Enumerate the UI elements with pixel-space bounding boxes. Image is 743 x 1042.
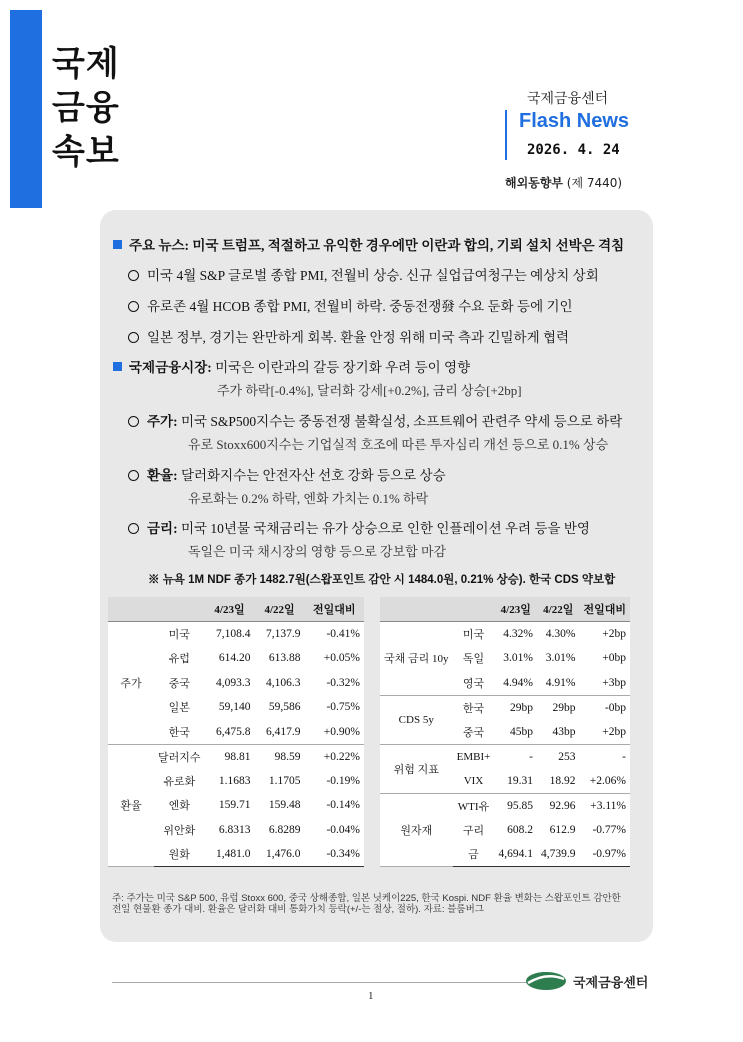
table-cell: 4.94% — [503, 676, 533, 689]
table-cell: 4.32% — [503, 628, 533, 640]
table-cell: 43bp — [552, 725, 576, 738]
ndf-note: ※ 뉴욕 1M NDF 종가 1482.7원(스왑포인트 감안 시 1484.0원, 0.21% 상승). 한국 CDS 약보합 — [148, 574, 616, 586]
table-cell: 3.01% — [545, 652, 576, 665]
table-cell: -0.77% — [592, 823, 626, 836]
table-cell: 614.20 — [218, 652, 251, 665]
stock-sub: 유로 Stoxx600지수는 기업실적 호조에 따른 투자심리 개선 등으로 0.1% 상승 — [188, 437, 609, 452]
table-cell: 18.92 — [549, 774, 576, 787]
fx-line — [128, 464, 446, 484]
news-item-text: 유로존 4월 HCOB 종합 PMI, 전월비 하락. 중동전쟁發 수요 둔화 등에 기인 — [147, 299, 573, 314]
table-header — [380, 597, 453, 622]
table-cell: -0.97% — [579, 842, 630, 867]
row-label: WTI유 — [453, 793, 495, 818]
cover-title-line3: 속보 — [52, 132, 120, 172]
table-cell: -0.14% — [326, 799, 360, 812]
row-label: 독일 — [462, 653, 485, 666]
table-cell: 1,481.0 — [205, 842, 255, 867]
row-label: VIX — [463, 774, 484, 787]
row-label: 구리 — [462, 824, 485, 837]
table-cell: 29bp — [494, 695, 537, 720]
row-label: 영국 — [462, 677, 485, 690]
bullet-square-icon — [113, 362, 122, 371]
news-item-1 — [128, 264, 599, 284]
table-cell: 1.1705 — [268, 774, 301, 787]
table-cell: 1,476.0 — [255, 842, 305, 867]
rate-line — [128, 517, 590, 537]
market-summary-line — [113, 356, 470, 376]
table-cell: 4,694.1 — [494, 842, 537, 867]
header-divider — [505, 110, 507, 160]
table-cell: 92.96 — [537, 793, 580, 818]
table-cell: -0.04% — [326, 823, 360, 836]
row-label: 중국 — [462, 726, 485, 739]
table-cell: -0bp — [579, 695, 630, 720]
news-item-2 — [128, 295, 573, 315]
table-cell: +0.05% — [323, 652, 360, 665]
table-header — [154, 597, 205, 622]
table-cell: 608.2 — [507, 823, 533, 836]
table-cell: 159.71 — [218, 799, 251, 812]
row-label: 중국 — [168, 677, 190, 690]
cover-accent-bar — [10, 10, 42, 208]
table-cell: 59,586 — [268, 701, 301, 714]
row-label: 위안화 — [163, 824, 196, 837]
bullet-circle-icon — [128, 301, 139, 312]
row-group-label: 주가 — [108, 622, 154, 745]
table-row — [380, 744, 630, 769]
main-news-line — [113, 234, 624, 254]
stock-label: 주가: — [147, 414, 178, 429]
market-sub: 주가 하락[-0.4%], 달러화 강세[+0.2%], 금리 상승[+2bp] — [217, 383, 522, 398]
table-row — [380, 695, 630, 720]
row-label: 한국 — [168, 726, 190, 739]
rate-sub: 독일은 미국 채시장의 영향 등으로 강보합 마감 — [188, 544, 447, 559]
cover-title-line2: 금융 — [52, 88, 120, 128]
table-cell: +0.22% — [305, 744, 364, 769]
bullet-circle-icon — [128, 523, 139, 534]
bullet-circle-icon — [128, 470, 139, 481]
table-cell: 45bp — [509, 725, 533, 738]
main-news-text: 미국 트럼프, 적절하고 유익한 경우에만 이란과 합의, 기뢰 설치 선박은 격침 — [192, 238, 625, 253]
issue-number: (제 7440) — [566, 176, 623, 190]
flash-news-title: Flash News — [519, 110, 630, 132]
row-label: 일본 — [168, 702, 190, 715]
table-cell: +0bp — [602, 652, 626, 665]
row-label: 달러지수 — [154, 744, 205, 769]
center-logo-icon — [524, 970, 568, 992]
news-item-text: 일본 정부, 경기는 완만하게 회복. 환율 안정 위해 미국 측과 긴밀하게 협력 — [147, 330, 570, 345]
main-news-label: 주요 뉴스: — [129, 238, 190, 253]
table-header: 4/23일 — [494, 597, 537, 622]
table-cell: 7,137.9 — [266, 628, 301, 640]
table-cell: +2bp — [602, 628, 626, 640]
bullet-circle-icon — [128, 270, 139, 281]
table-cell: 95.85 — [494, 793, 537, 818]
table-cell: +3bp — [602, 676, 626, 689]
row-label: 원화 — [154, 842, 205, 867]
footnote: 주: 주가는 미국 S&P 500, 유럽 Stoxx 600, 중국 상해종합, 일본 닛케이225, 한국 Kospi. NDF 환율 변화는 스왑포인트 감안한 전일 현물환 종가 대비. 환율은 달러화 대비 통화가치 등락(+/-는 절상, 절하). 자료: 블룸버그 — [112, 893, 621, 915]
table-cell: 159.48 — [268, 799, 301, 812]
news-item-text: 미국 4월 S&P 글로벌 종합 PMI, 전월비 상승. 신규 실업급여청구는 예상치 상회 — [147, 268, 599, 283]
table-header — [453, 597, 495, 622]
table-row — [108, 744, 364, 769]
row-group-label: 환율 — [108, 744, 154, 867]
table-cell: 4.91% — [545, 676, 576, 689]
table-cell: 98.59 — [255, 744, 305, 769]
market-table-left — [108, 597, 364, 867]
bullet-circle-icon — [128, 332, 139, 343]
rate-text: 미국 10년물 국채금리는 유가 상승으로 인한 인플레이션 우려 등을 반영 — [180, 521, 590, 536]
table-cell: 4,093.3 — [216, 676, 251, 689]
issue-dept — [505, 174, 622, 191]
row-label: 엔화 — [168, 800, 190, 813]
table-cell: 613.88 — [268, 652, 301, 665]
row-group-label: 원자재 — [380, 793, 453, 867]
table-row — [108, 622, 364, 647]
table-cell: +2bp — [602, 725, 626, 738]
table-cell: +3.11% — [579, 793, 630, 818]
row-label: EMBI+ — [453, 744, 495, 769]
table-cell: -0.32% — [326, 676, 360, 689]
table-cell: 6,475.8 — [216, 725, 251, 738]
news-item-3 — [128, 326, 569, 346]
table-header: 4/22일 — [537, 597, 580, 622]
row-group-label: 국채 금리 10y — [380, 622, 453, 696]
table-cell: 4.30% — [545, 628, 576, 640]
table-cell: +2.06% — [589, 774, 626, 787]
table-header: 4/22일 — [255, 597, 305, 622]
table-cell: 4,106.3 — [266, 676, 301, 689]
table-cell: 1.1683 — [218, 774, 251, 787]
row-label: 금 — [453, 842, 495, 867]
cover-title — [52, 42, 120, 174]
row-label: 유로화 — [163, 775, 196, 788]
table-header: 4/23일 — [205, 597, 255, 622]
dept-name: 해외동향부 — [505, 176, 563, 190]
header-org: 국제금융센터 — [527, 91, 609, 107]
table-cell: +0.90% — [323, 725, 360, 738]
row-label: 미국 — [462, 629, 485, 641]
row-label: 미국 — [168, 629, 190, 641]
row-group-label: CDS 5y — [380, 695, 453, 744]
table-cell: 4,739.9 — [537, 842, 580, 867]
table-cell: 6.8313 — [218, 823, 251, 836]
fx-text: 달러화지수는 안전자산 선호 강화 등으로 상승 — [180, 468, 446, 483]
row-group-label: 위험 지표 — [380, 744, 453, 793]
issue-date: 2026. 4. 24 — [527, 142, 620, 158]
table-cell: -0.41% — [326, 628, 360, 640]
table-cell: 612.9 — [549, 823, 576, 836]
table-cell: 3.01% — [503, 652, 533, 665]
market-label: 국제금융시장: — [129, 360, 212, 375]
table-cell: 6,417.9 — [266, 725, 301, 738]
table-cell: -0.75% — [326, 701, 360, 714]
rate-label: 금리: — [147, 521, 178, 536]
row-label: 한국 — [453, 695, 495, 720]
table-cell: -0.34% — [305, 842, 364, 867]
table-cell: 29bp — [537, 695, 580, 720]
table-cell: 6.8289 — [268, 823, 301, 836]
table-row — [380, 793, 630, 818]
bullet-square-icon — [113, 240, 122, 249]
market-text: 미국은 이란과의 갈등 장기화 우려 등이 영향 — [215, 360, 471, 375]
table-cell: - — [579, 744, 630, 769]
table-cell: 19.31 — [507, 774, 533, 787]
footer-org: 국제금융센터 — [573, 976, 649, 991]
page-number: 1 — [368, 990, 374, 1002]
fx-sub: 유로화는 0.2% 하락, 엔화 가치는 0.1% 하락 — [188, 491, 429, 506]
table-cell: 7,108.4 — [216, 628, 251, 640]
table-cell: 59,140 — [218, 701, 251, 714]
table-cell: - — [494, 744, 537, 769]
stock-line — [128, 410, 622, 430]
table-header — [108, 597, 154, 622]
table-cell: 253 — [537, 744, 580, 769]
market-table-right — [380, 597, 630, 867]
cover-title-line1: 국제 — [52, 44, 120, 84]
bullet-circle-icon — [128, 416, 139, 427]
table-row — [380, 622, 630, 647]
table-cell: -0.19% — [326, 774, 360, 787]
fx-label: 환율: — [147, 468, 178, 483]
stock-text: 미국 S&P500지수는 중동전쟁 불확실성, 소프트웨어 관련주 약세 등으로 하락 — [180, 414, 623, 429]
table-header: 전일대비 — [305, 597, 364, 622]
table-header: 전일대비 — [579, 597, 630, 622]
table-cell: 98.81 — [205, 744, 255, 769]
row-label: 유럽 — [168, 653, 190, 666]
footer-divider — [112, 982, 532, 983]
